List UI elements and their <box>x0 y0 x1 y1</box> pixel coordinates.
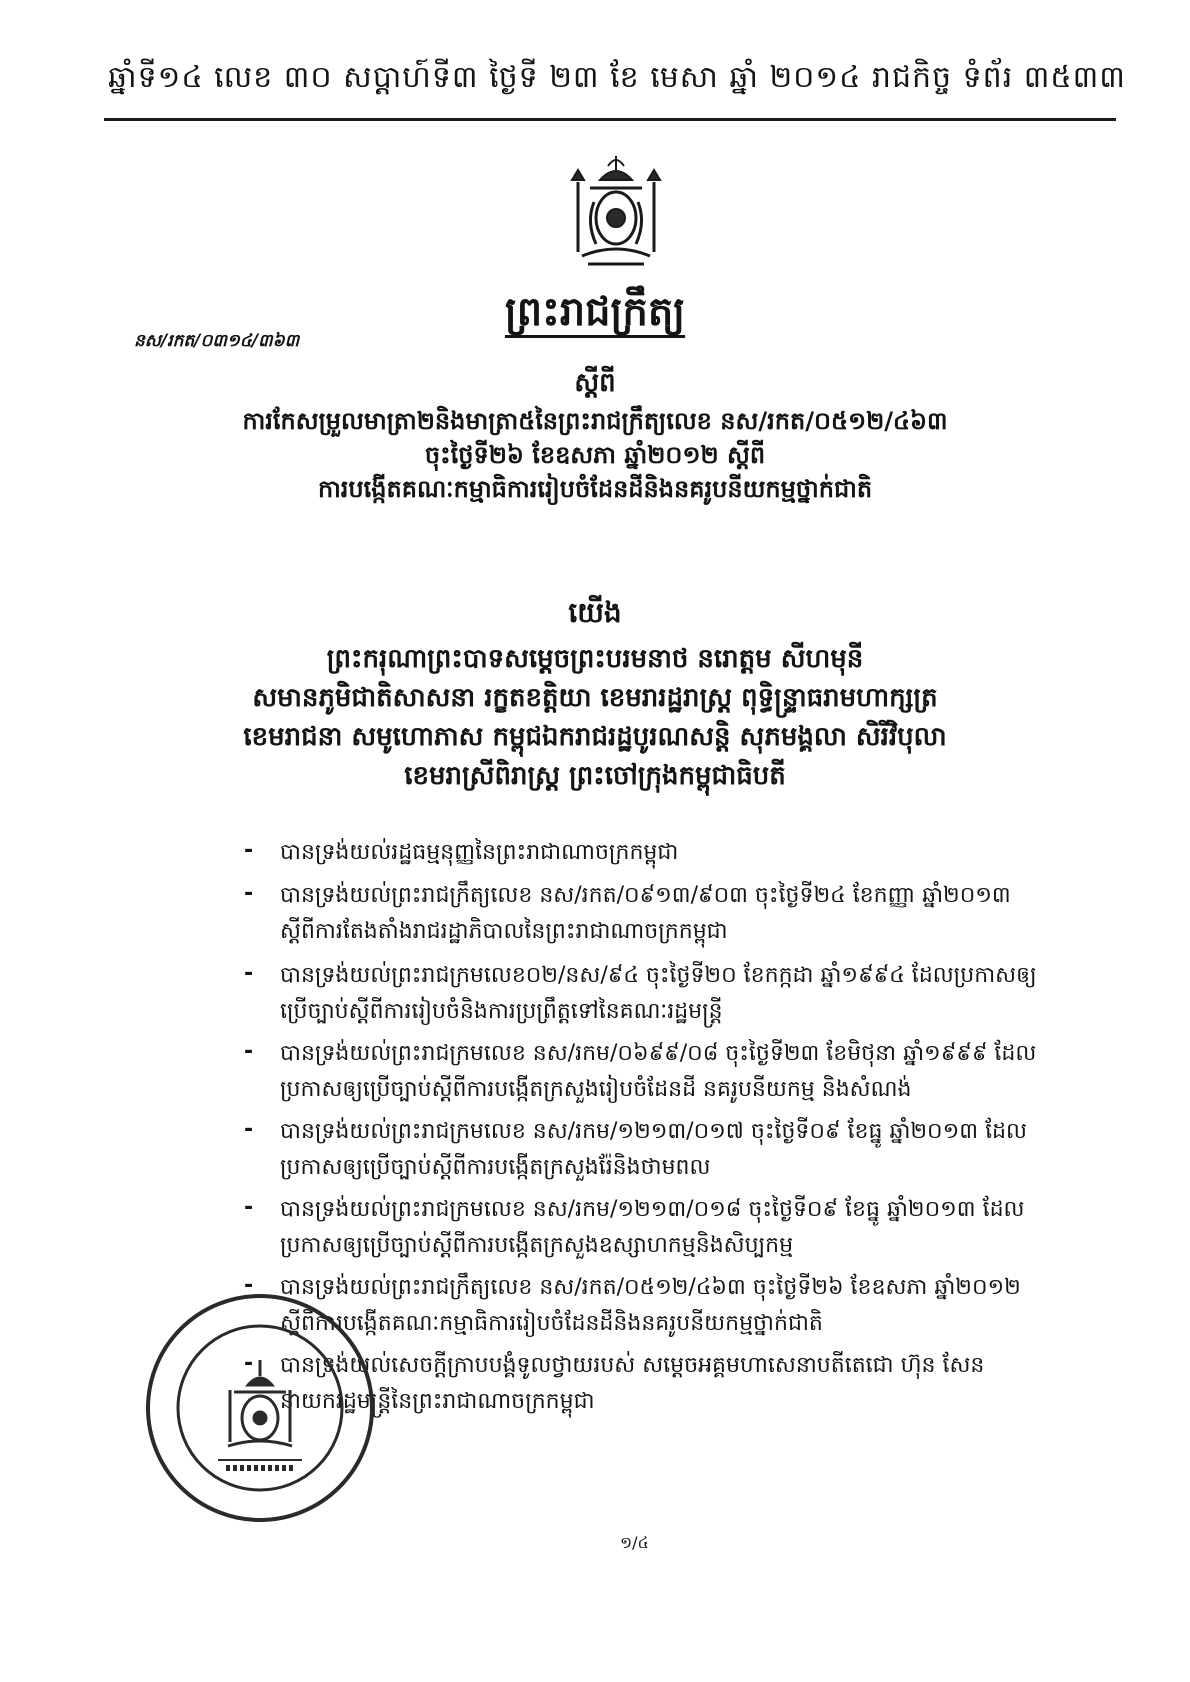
preamble-item-line: បានទ្រង់យល់ព្រះរាជក្រមលេខ នស/រកម/០៦៩៩/០៨ ចុះថ្ងៃទី២៣ ខែមិថុនា ឆ្នាំ១៩៩៩ ដែល <box>280 1041 1037 1066</box>
preamble-item-line: ស្ដីពីការបង្កើតគណៈកម្មាធិការរៀបចំដែនដីនិងនគរូបនីយកម្មថ្នាក់ជាតិ <box>280 1311 823 1336</box>
bullet-dash: - <box>244 1195 254 1220</box>
bullet-dash: - <box>244 1273 254 1298</box>
subject-label: ស្ដីពី <box>574 368 616 398</box>
subject-line: ការកែសម្រួលមាត្រា២និងមាត្រា៥នៃព្រះរាជក្រឹត្យលេខ នស/រកត/០៥១២/៤៦៣ <box>242 407 948 435</box>
royal-coat-of-arms-icon <box>560 152 672 270</box>
king-title-line: ខេមរាស្រីពិរាស្ដ្រ ព្រះចៅក្រុងកម្ពុជាធិបតី <box>404 761 786 791</box>
preamble-item-line: ប្រកាសឲ្យប្រើច្បាប់ស្ដីពីការបង្កើតក្រសួងរៀបចំដែនដី នគរូបនីយកម្ម និងសំណង់ <box>280 1077 912 1102</box>
preamble-item-line: ប្រកាសឲ្យប្រើច្បាប់ស្ដីពីការបង្កើតក្រសួងរ៉ែនិងថាមពល <box>280 1155 711 1180</box>
preamble-item-line: បានទ្រង់យល់ព្រះរាជក្រមលេខ នស/រកម/១២១៣/០១៨ ចុះថ្ងៃទី០៩ ខែធ្នូ ឆ្នាំ២០១៣ ដែល <box>280 1197 1025 1222</box>
preamble-item-line: ស្ដីពីការតែងតាំងរាជរដ្ឋាភិបាលនៃព្រះរាជាណាចក្រកម្ពុជា <box>280 919 728 944</box>
bullet-dash: - <box>244 1039 254 1064</box>
header-divider <box>104 118 1116 121</box>
preamble-item-line: ប្រកាសឲ្យប្រើច្បាប់ស្ដីពីការបង្កើតក្រសួងឧស្សាហកម្មនិងសិប្បកម្ម <box>280 1233 794 1258</box>
king-title-line: សមានភូមិជាតិសាសនា រក្ខតខត្តិយា ខេមរារដ្ឋរាស្ដ្រ ពុទ្ធិន្ទ្រាធរាមហាក្សត្រ <box>252 683 938 713</box>
preamble-item-line: នាយករដ្ឋមន្ត្រីនៃព្រះរាជាណាចក្រកម្ពុជា <box>280 1389 595 1414</box>
bullet-dash: - <box>244 838 254 863</box>
bullet-dash: - <box>244 881 254 906</box>
preamble-item-line: បានទ្រង់យល់ព្រះរាជក្រមលេខ នស/រកម/១២១៣/០១៧ ចុះថ្ងៃទី០៩ ខែធ្នូ ឆ្នាំ២០១៣ ដែល <box>280 1119 1027 1144</box>
gazette-header: ឆ្នាំទី១៤ លេខ ៣០ សប្ដាហ៍ទី៣ ថ្ងៃទី ២៣ ខែ មេសា ឆ្នាំ ២០១៤ រាជកិច្ច ទំព័រ ៣៥៣៣ <box>108 60 1126 95</box>
preamble-item-line: បានទ្រង់យល់រដ្ឋធម្មនុញ្ញនៃព្រះរាជាណាចក្រកម្ពុជា <box>280 840 679 865</box>
bullet-dash: - <box>244 1351 254 1376</box>
king-title-line: ខេមរាជនា សមូហោភាស កម្ពុជឯករាជរដ្ឋបូរណសន្តិ សុភមង្គលា សិរីវិបុលា <box>243 722 947 752</box>
royal-palace-stamp <box>142 1290 378 1526</box>
bullet-dash: - <box>244 961 254 986</box>
preamble-item-line: បានទ្រង់យល់ព្រះរាជក្រឹត្យលេខ នស/រកត/០៩១៣/៩០៣ ចុះថ្ងៃទី២៤ ខែកញ្ញា ឆ្នាំ២០១៣ <box>280 883 1011 908</box>
preamble-item-line: បានទ្រង់យល់សេចក្ដីក្រាបបង្គំទូលថ្វាយរបស់ សម្ដេចអគ្គមហាសេនាបតីតេជោ ហ៊ុន សែន <box>280 1353 985 1378</box>
document-title: ព្រះរាជក្រឹត្យ <box>504 289 686 335</box>
preamble-item-line: បានទ្រង់យល់ព្រះរាជក្រមលេខ០២/នស/៩៤ ចុះថ្ងៃទី២០ ខែកក្កដា ឆ្នាំ១៩៩៤ ដែលប្រកាសឲ្យ <box>280 963 1037 988</box>
page-number: ១/៤ <box>620 1533 649 1552</box>
reference-number: នស/រកត/០៣១៤/៣៦៣ <box>134 331 300 351</box>
subject-line: ការបង្កើតគណៈកម្មាធិការរៀបចំដែនដីនិងនគរូបនីយកម្មថ្នាក់ជាតិ <box>317 475 873 503</box>
intro-we: យើង <box>568 596 622 629</box>
bullet-dash: - <box>244 1117 254 1142</box>
subject-line: ចុះថ្ងៃទី២៦ ខែឧសភា ឆ្នាំ២០១២ ស្ដីពី <box>424 441 766 469</box>
preamble-item-line: ប្រើច្បាប់ស្ដីពីការរៀបចំនិងការប្រព្រឹត្តទៅនៃគណៈរដ្ឋមន្ត្រី <box>280 999 723 1024</box>
preamble-item-line: បានទ្រង់យល់ព្រះរាជក្រឹត្យលេខ នស/រកត/០៥១២/៤៦៣ ចុះថ្ងៃទី២៦ ខែឧសភា ឆ្នាំ២០១២ <box>280 1275 1021 1300</box>
king-title-line: ព្រះករុណាព្រះបាទសម្ដេចព្រះបរមនាថ នរោត្ដម សីហមុនី <box>326 644 864 674</box>
